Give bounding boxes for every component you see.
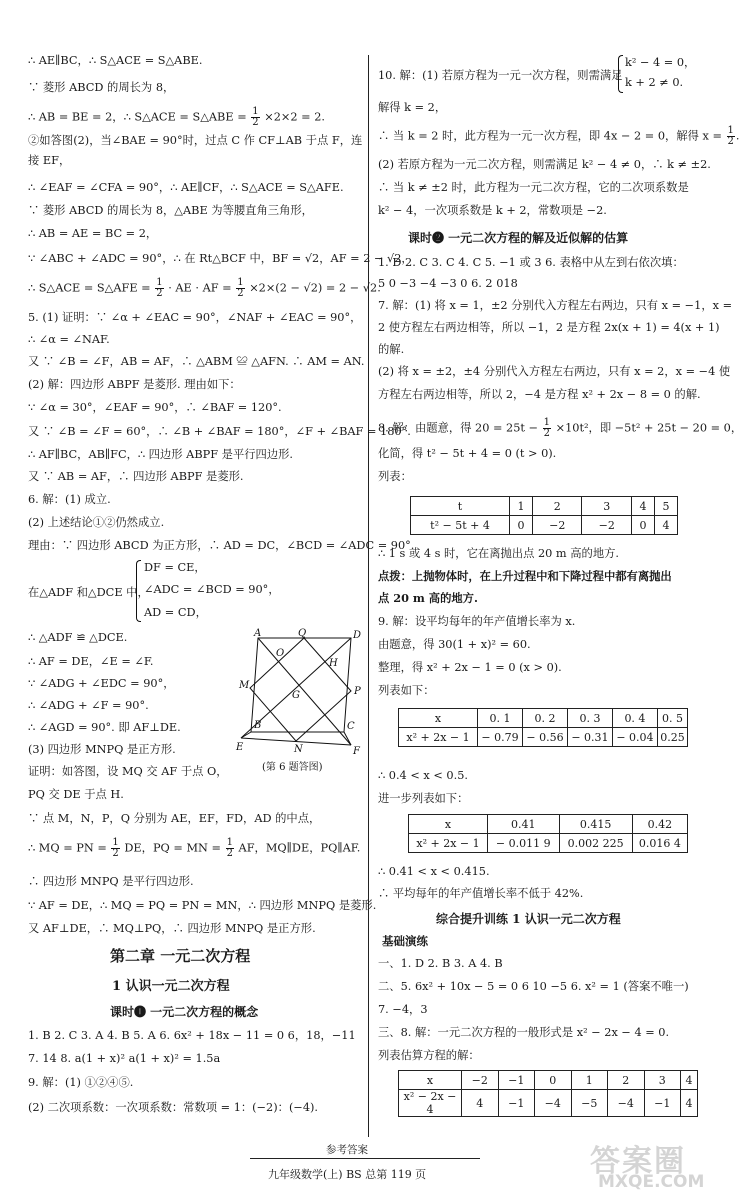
table-x-values — [398, 708, 688, 747]
table-t-values — [410, 496, 678, 535]
table-cell: 0.42 — [632, 815, 687, 834]
table-cell: 0.002 225 — [559, 834, 632, 853]
watermark-url: MXQE.COM — [598, 1172, 705, 1192]
text-line: PQ 交 DE 于点 H. — [28, 788, 124, 801]
label-a: A — [254, 628, 262, 639]
fraction-den: 2 — [156, 288, 163, 299]
text-line: ∵ 菱形 ABCD 的周长为 8， — [28, 81, 175, 94]
watermark-logo: 答案圈 — [590, 1144, 686, 1179]
text-line: 证明：如答图，设 MQ 交 AF 于点 O， — [28, 765, 228, 778]
table-cell: 0 — [535, 1071, 572, 1090]
text-line: 三、8. 解：一元二次方程的一般形式是 x² − 2x − 4 = 0. — [378, 1026, 670, 1039]
table-cell: − 0.04 — [612, 728, 657, 747]
table-cell: −5 — [571, 1090, 608, 1117]
text-line: 一、1. D 2. B 3. A 4. B — [378, 957, 503, 970]
table-cell: 0 — [631, 516, 654, 535]
table-cell: −2 — [462, 1071, 499, 1090]
text-span: ×10t²，即 −5t² + 25t − 20 = 0， — [555, 421, 742, 435]
figure-6 — [236, 628, 362, 776]
text-line: 解得 k = 2， — [378, 101, 447, 114]
text-span: ∴ 当 k = 2 时，此方程为一元一次方程，即 4x − 2 = 0，解得 x = — [378, 129, 722, 143]
text-line: (3) 四边形 MNPQ 是正方形. — [28, 743, 176, 756]
table-x-refined — [408, 814, 688, 853]
table-row — [409, 815, 688, 834]
text-line: ∵ 点 M，N，P，Q 分别为 AE，EF，FD，AD 的中点， — [28, 812, 321, 825]
table-cell: t² − 5t + 4 — [411, 516, 510, 535]
fraction-num: 1 — [237, 277, 244, 288]
answer-line: 9. 解：(1) ①②④⑤. — [28, 1076, 134, 1089]
text-line: ∴ AF∥BC，AB∥FC，∴ 四边形 ABPF 是平行四边形. — [28, 448, 294, 461]
table-cell: 3 — [582, 497, 632, 516]
text-line: 5 0 −3 −4 −3 0 6. 2 018 — [378, 277, 518, 290]
text-line: (2) 若原方程为一元二次方程，则需满足 k² − 4 ≠ 0，∴ k ≠ ±2. — [378, 158, 711, 171]
text-span: ∴ S△ACE = S△AFE = — [28, 281, 151, 295]
text-line: 理由：∵ 四边形 ABCD 为正方形，∴ AD = DC，∠BCD = ∠ADC = 90°. — [28, 539, 415, 552]
brace-line: k² − 4 = 0， — [625, 56, 696, 69]
footer-ref: 参考答案 — [326, 1144, 368, 1156]
table-cell: 0. 1 — [478, 709, 523, 728]
figure-caption: (第 6 题答图) — [262, 762, 323, 773]
label-c: C — [347, 721, 355, 732]
text-line: 整理，得 x² + 2x − 1 = 0 (x > 0). — [378, 661, 562, 674]
footer-page: 九年级数学(上) BS 总第 119 页 — [268, 1168, 427, 1181]
table-cell: 2 — [532, 497, 582, 516]
text-line: (2) 解：四边形 ABPF 是菱形. 理由如下： — [28, 378, 241, 391]
table-cell: 0 — [510, 516, 533, 535]
chapter-title: 第二章 一元二次方程 — [110, 947, 251, 965]
table-cell: x — [399, 1071, 462, 1090]
text-span: AF，MQ∥DE，PQ∥AF. — [238, 841, 361, 855]
brace-line: AD = CD， — [144, 606, 207, 619]
text-span: 8. 解：由题意，得 20 = 25t − — [378, 421, 539, 435]
text-line: 进一步列表如下： — [378, 792, 469, 805]
geometry-diagram — [236, 628, 362, 776]
table-cell: 4 — [462, 1090, 499, 1117]
fraction — [236, 278, 244, 299]
table-cell: −4 — [608, 1090, 645, 1117]
text-line: ∴ ∠EAF = ∠CFA = 90°，∴ AE∥CF，∴ S△ACE = S△AFE. — [28, 181, 344, 194]
fraction-den: 2 — [226, 848, 233, 859]
text-line: 在△ADF 和△DCE 中， — [28, 586, 149, 599]
label-q: Q — [298, 628, 307, 639]
tip-line: 点拨：上抛物体时，在上升过程中和下降过程中都有离抛出 — [378, 569, 672, 583]
fraction-num: 1 — [226, 837, 233, 848]
fraction-den: 2 — [543, 428, 551, 439]
text-span: DE，PQ = MN = — [124, 841, 221, 855]
text-line: (2) 将 x = ±2，±4 分别代入方程左右两边，只有 x = 2，x = −4 使 — [378, 365, 731, 378]
table-cell: x — [409, 815, 488, 834]
fraction-num: 1 — [252, 106, 259, 117]
table-row — [399, 1071, 698, 1090]
text-line: 5. (1) 证明：∵ ∠α + ∠EAC = 90°，∠NAF + ∠EAC = 90°， — [28, 311, 362, 324]
text-line: ∴ 1 s 或 4 s 时，它在离抛出点 20 m 高的地方. — [378, 547, 620, 560]
brace-line: ∠ADC = ∠BCD = 90°， — [144, 583, 280, 596]
text-line: ∴ ∠ADG + ∠F = 90°. — [28, 699, 149, 712]
text-line: ∴ AB = AE = BC = 2， — [28, 227, 158, 240]
segment-af — [258, 638, 351, 745]
brace-system — [618, 55, 698, 95]
fraction-num: 1 — [156, 277, 163, 288]
text-line: ∵ ∠ADG + ∠EDC = 90°， — [28, 677, 175, 690]
table-row — [409, 834, 688, 853]
text-line: ∴ AE∥BC，∴ S△ACE = S△ABE. — [28, 54, 203, 67]
brace-mark — [618, 55, 623, 93]
table-row — [411, 497, 678, 516]
table-cell: 4 — [631, 497, 654, 516]
table-cell: −1 — [498, 1090, 535, 1117]
text-line: ∴ 四边形 MNPQ 是平行四边形. — [28, 875, 194, 888]
table-cell: −2 — [582, 516, 632, 535]
text-line: ∴ △ADF ≌ △DCE. — [28, 631, 128, 644]
table-cell: 1 — [510, 497, 533, 516]
table-cell: −1 — [498, 1071, 535, 1090]
text-line: k² − 4，一次项系数是 k + 2，常数项是 −2. — [378, 204, 607, 217]
text-line: ∵ ∠α = 30°，∠EAF = 90°，∴ ∠BAF = 120°. — [28, 401, 282, 414]
text-line: 又 ∵ ∠B = ∠F，AB = AF，∴ △ABM ≌ △AFN. ∴ AM = AN. — [28, 355, 365, 368]
table-cell: 2 — [608, 1071, 645, 1090]
table-cell: x² + 2x − 1 — [399, 728, 478, 747]
label-p: P — [354, 686, 361, 697]
table-cell: x — [399, 709, 478, 728]
text-span: ∴ MQ = PN = — [28, 841, 107, 855]
column-divider — [368, 55, 369, 1137]
footer-rule — [250, 1158, 480, 1159]
table-cell: 4 — [681, 1090, 698, 1117]
label-e: E — [236, 742, 244, 753]
text-line: 的解. — [378, 343, 405, 356]
table-cell: 0. 5 — [657, 709, 687, 728]
text-span: ×2×2 = 2. — [264, 110, 325, 124]
text-line: ∴ 平均每年的年产值增长率不低于 42%. — [378, 887, 584, 900]
label-o: O — [276, 648, 285, 659]
text-line: 化简，得 t² − 5t + 4 = 0 (t > 0). — [378, 447, 557, 460]
table-cell: 0. 2 — [522, 709, 567, 728]
brace-line: k + 2 ≠ 0. — [625, 76, 684, 89]
table-row — [399, 709, 688, 728]
table-cell: −1 — [644, 1090, 681, 1117]
table-cell: 4 — [681, 1071, 698, 1090]
section-title: 1 认识一元二次方程 — [112, 979, 230, 994]
table-cell: 4 — [654, 516, 677, 535]
label-g: G — [292, 690, 300, 701]
fraction-den: 2 — [112, 848, 119, 859]
table-cell: 1 — [571, 1071, 608, 1090]
answer-line: 1. B 2. C 3. A 4. B 5. A 6. 6x² + 18x − 11 = 0 6，18，−11 — [28, 1029, 356, 1042]
text-line: ∴ AF = DE，∠E = ∠F. — [28, 655, 154, 668]
text-line: ∵ AF = DE，∴ MQ = PQ = PN = MN，∴ 四边形 MNPQ 是菱形. — [28, 899, 377, 912]
text-line: 9. 解：设平均每年的年产值增长率为 x. — [378, 615, 576, 628]
brace-line: DF = CE， — [144, 561, 206, 574]
fraction — [155, 278, 163, 299]
table-cell: t — [411, 497, 510, 516]
text-line: 列表如下： — [378, 684, 435, 697]
fraction-den: 2 — [727, 136, 734, 147]
text-span: ×2×(2 − √2) = 2 − √2. — [249, 281, 381, 295]
text-line: ∴ 当 k ≠ ±2 时，此方程为一元二次方程，它的二次项系数是 — [378, 181, 689, 194]
text-line: ②如答图(2)，当∠BAE = 90°时，过点 C 作 CF⊥AB 于点 F，连 — [28, 134, 363, 147]
label-d: D — [353, 630, 362, 641]
lesson-title: 课时❶ 一元二次方程的概念 — [110, 1005, 259, 1019]
text-line — [378, 418, 742, 439]
fraction — [727, 126, 735, 147]
basic-title: 基础演练 — [382, 934, 428, 948]
table-cell: 0.41 — [488, 815, 560, 834]
text-line: 10. 解：(1) 若原方程为一元一次方程，则需满足 — [378, 69, 623, 82]
table-cell: 0.25 — [657, 728, 687, 747]
fraction-den: 2 — [252, 117, 259, 128]
fraction — [226, 838, 234, 859]
text-line: ∴ 当 k = 2 时，此方程为一元一次方程，即 4x − 2 = 0，解得 x = $\frac{1}{2}$ . — [378, 125, 740, 147]
table-row — [399, 728, 688, 747]
text-line — [28, 278, 381, 299]
table-cell: 0.016 4 — [632, 834, 687, 853]
fraction — [543, 418, 551, 439]
table-cell: −4 — [535, 1090, 572, 1117]
fraction-den: 2 — [237, 288, 244, 299]
text-line: 又 AF⊥DE，∴ MQ⊥PQ，∴ 四边形 MNPQ 是正方形. — [28, 922, 316, 935]
text-span: · AE · AF = — [168, 281, 232, 295]
text-line: 接 EF， — [28, 154, 71, 167]
text-line: ∴ 0.41 < x < 0.415. — [378, 865, 490, 878]
table-row — [411, 516, 678, 535]
table-cell: − 0.56 — [522, 728, 567, 747]
text-line: 又 ∵ AB = AF，∴ 四边形 ABPF 是菱形. — [28, 470, 244, 483]
text-line: 又 ∵ ∠B = ∠F = 60°，∴ ∠B + ∠BAF = 180°，∠F + ∠BAF = 180°. — [28, 425, 411, 438]
table-cell: 0. 4 — [612, 709, 657, 728]
fraction — [251, 107, 259, 128]
text-line: 列表估算方程的解： — [378, 1049, 480, 1062]
table-cell: − 0.79 — [478, 728, 523, 747]
text-line: 1. D 2. C 3. C 4. C 5. −1 或 3 6. 表格中从左到右依次填： — [378, 256, 684, 269]
brace-mark — [136, 560, 141, 622]
text-span: ∴ AB = BE = 2，∴ S△ACE = S△ABE = — [28, 110, 247, 124]
table-cell: 0. 3 — [567, 709, 612, 728]
answer-line: (2) 二次项系数：一次项系数：常数项 = 1：(−2)：(−4). — [28, 1101, 319, 1114]
text-line: 7. 解：(1) 将 x = 1，±2 分别代入方程左右两边，只有 x = −1，x = — [378, 299, 733, 312]
text-line: ∴ 0.4 < x < 0.5. — [378, 769, 468, 782]
lesson2-title: 课时❷ 一元二次方程的解及近似解的估算 — [408, 231, 629, 245]
label-m: M — [239, 680, 250, 691]
text-line: ∵ ∠ABC + ∠ADC = 90°，∴ 在 Rt△BCF 中，BF = √2，AF = 2 − √2， — [28, 252, 413, 265]
label-b: B — [254, 720, 262, 731]
text-line: 由题意，得 30(1 + x)² = 60. — [378, 638, 531, 651]
square-mnpq — [250, 638, 351, 741]
text-line: (2) 上述结论①②仍然成立. — [28, 516, 165, 529]
fraction-num: 1 — [543, 417, 551, 428]
table-cell: − 0.011 9 — [488, 834, 560, 853]
text-line: 方程左右两边相等，所以 2，−4 是方程 x² + 2x − 8 = 0 的解. — [378, 388, 701, 401]
table-estimate — [398, 1070, 698, 1117]
fraction-num: 1 — [112, 837, 119, 848]
table-cell: − 0.31 — [567, 728, 612, 747]
text-line: ∴ ∠AGD = 90°. 即 AF⊥DE. — [28, 721, 181, 734]
table-cell: −2 — [532, 516, 582, 535]
table-cell: 0.415 — [559, 815, 632, 834]
table-cell: 3 — [644, 1071, 681, 1090]
text-line: ∴ ∠α = ∠NAF. — [28, 333, 110, 346]
brace-system — [136, 560, 306, 622]
table-cell: x² − 2x − 4 — [399, 1090, 462, 1117]
tip-line: 点 20 m 高的地方. — [378, 591, 478, 605]
fraction — [111, 838, 119, 859]
table-cell: 5 — [654, 497, 677, 516]
fraction-num: 1 — [727, 125, 734, 136]
label-h: H — [329, 658, 338, 669]
table-row — [399, 1090, 698, 1117]
text-line: 7. −4，3 — [378, 1003, 428, 1016]
answer-line: 7. 14 8. a(1 + x)² a(1 + x)² = 1.5a — [28, 1052, 221, 1065]
label-n: N — [294, 744, 303, 755]
label-f: F — [353, 746, 360, 757]
training-title: 综合提升训练 1 认识一元二次方程 — [436, 912, 621, 926]
text-line — [28, 107, 325, 128]
table-cell: x² + 2x − 1 — [409, 834, 488, 853]
text-line: 2 使方程左右两边相等，所以 −1，2 是方程 2x(x + 1) = 4(x + 1) — [378, 321, 720, 334]
text-line: 列表： — [378, 470, 412, 483]
text-line: 二、5. 6x² + 10x − 5 = 0 6 10 −5 6. x² = 1 (答案不唯一) — [378, 980, 689, 993]
text-line: ∵ 菱形 ABCD 的周长为 8，△ABE 为等腰直角三角形， — [28, 204, 313, 217]
text-line: 6. 解：(1) 成立. — [28, 493, 111, 506]
text-line — [28, 838, 360, 859]
